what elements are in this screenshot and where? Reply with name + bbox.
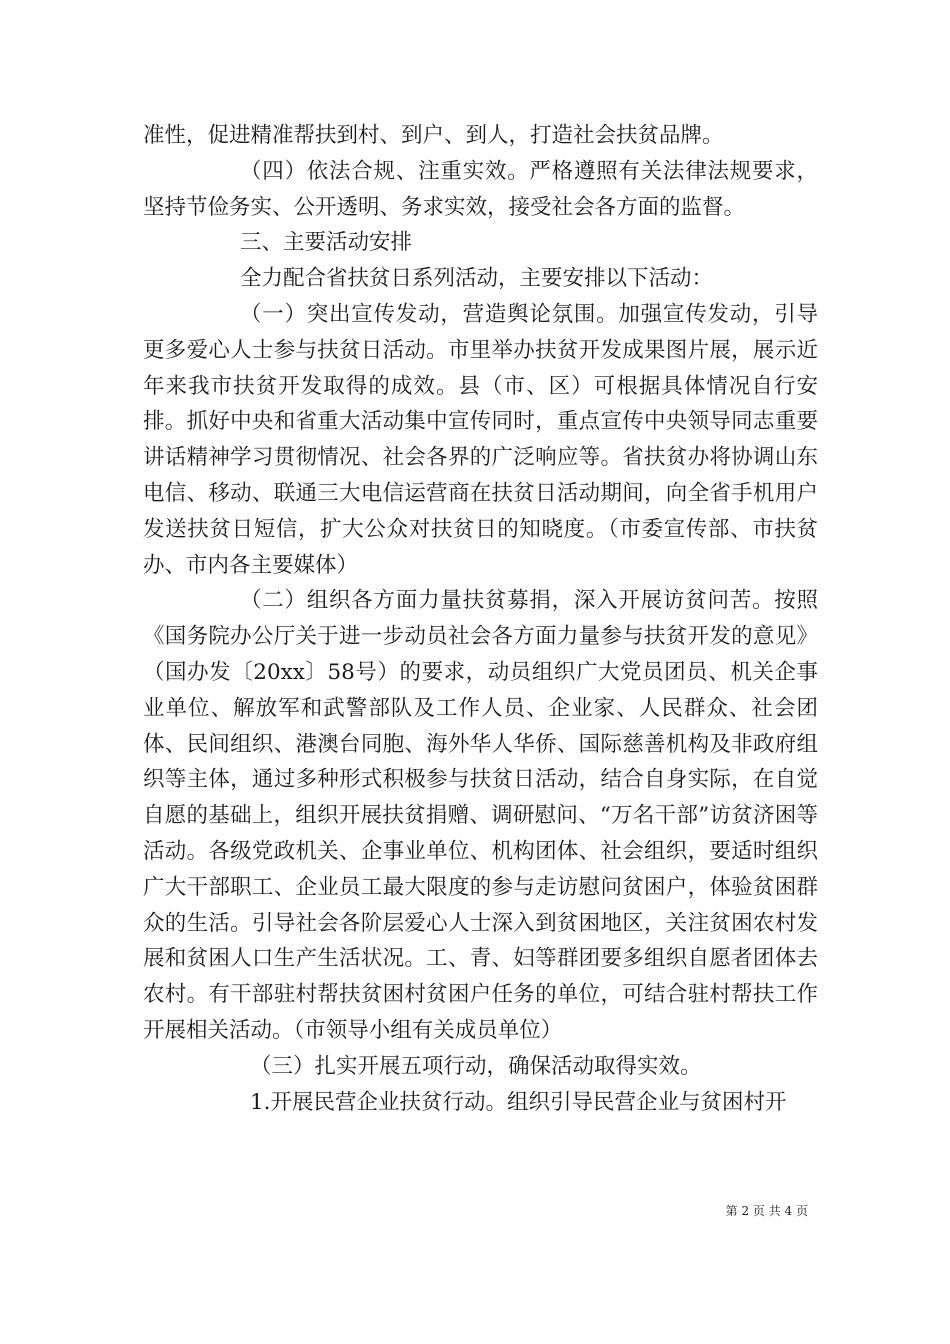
paragraph-subitem-one: 1.开展民营企业扶贫行动。组织引导民营企业与贫困村开 xyxy=(250,1089,787,1115)
page-number: 第 2 页 共 4 页 xyxy=(725,1204,808,1218)
paragraph-item-two: （二）组织各方面力量扶贫募捐，深入开展访贫问苦。按照《国务院办公厅关于进一步动员社会各方面力量参与扶贫开发的意见》（国办发〔20xx〕58号）的要求，动员组织广大党员团员、机关企事业单位、解放军和武警部队及工作人员、企业家、人民群众、社会团体、民间组织、港澳台同胞、海外华人华侨、国际慈善机构及非政府组织等主体，通过多种形式积极参与扶贫日活动，结合自身实际，在自觉自愿的基础上，组织开展扶贫捐赠、调研慰问、“万名干部”访贫济困等活动。各级党政机关、企事业单位、机构团体、社会组织，要适时组织广大干部职工、企业员工最大限度的参与走访慰问贫困户，体验贫困群众的生活。引导社会各阶层爱心人士深入到贫困地区，关注贫困农村发展和贫困人口生产生活状况。工、青、妇等群团要多组织自愿者团体去农村。有干部驻村帮扶贫困村贫困户任务的单位，可结合驻村帮扶工作开展相关活动。（市领导小组有关成员单位） xyxy=(143,588,818,1043)
document-body xyxy=(143,118,818,1120)
paragraph-continuation: 准性，促进精准帮扶到村、到户、到人，打造社会扶贫品牌。 xyxy=(143,123,724,148)
paragraph-item-three: （三）扎实开展五项行动，确保活动取得实效。 xyxy=(250,1053,702,1079)
paragraph-intro: 全力配合省扶贫日系列活动，主要安排以下活动： xyxy=(240,266,714,292)
paragraph-item-four: （四）依法合规、注重实效。严格遵照有关法律法规要求，坚持节俭务实、公开透明、务求实效，接受社会各方面的监督。 xyxy=(143,158,818,220)
section-heading: 三、主要活动安排 xyxy=(240,230,413,256)
paragraph-item-one: （一）突出宣传发动，营造舆论氛围。加强宣传发动，引导更多爱心人士参与扶贫日活动。市里举办扶贫开发成果图片展，展示近年来我市扶贫开发取得的成效。县（市、区）可根据具体情况自行安排。抓好中央和省重大活动集中宣传同时，重点宣传中央领导同志重要讲话精神学习贯彻情况、社会各界的广泛响应等。省扶贫办将协调山东电信、移动、联通三大电信运营商在扶贫日活动期间，向全省手机用户发送扶贫日短信，扩大公众对扶贫日的知晓度。（市委宣传部、市扶贫办、市内各主要媒体） xyxy=(143,301,818,578)
